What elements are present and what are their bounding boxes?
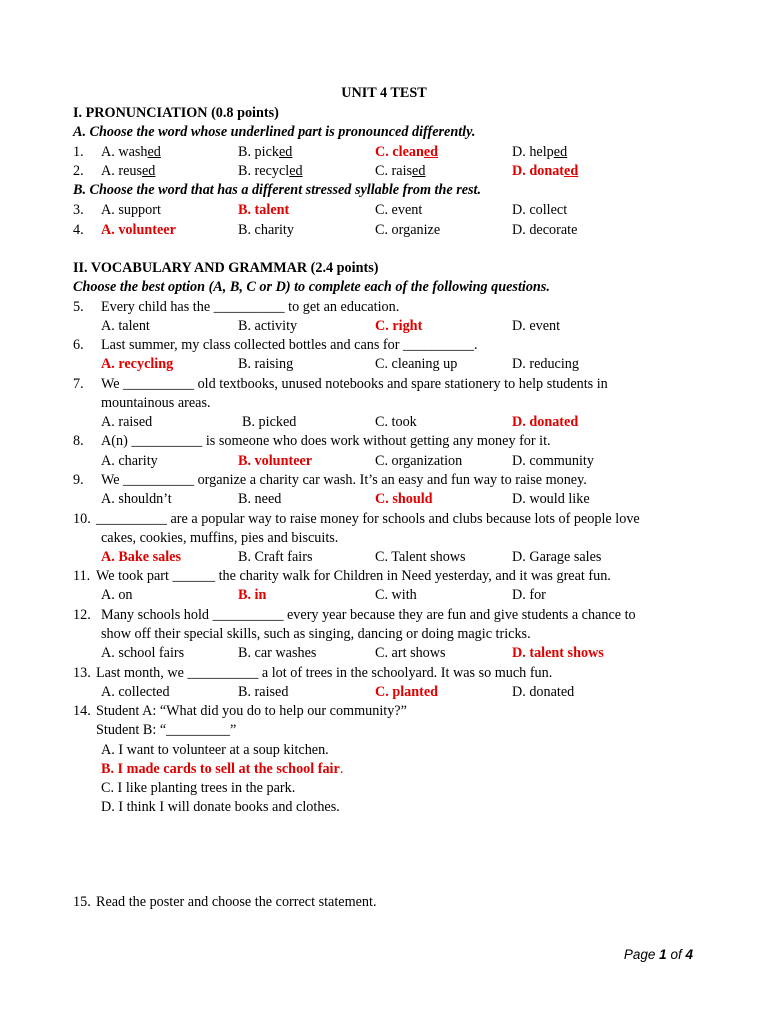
option-text: B. recycl xyxy=(238,163,290,179)
question-number: 12. xyxy=(73,607,91,623)
q3-option-a: A. support xyxy=(101,202,161,218)
q10-stem-continued: cakes, cookies, muffins, pies and biscuits. xyxy=(101,530,339,546)
q9-option-a: A. shouldn’t xyxy=(101,491,172,507)
q5-stem: Every child has the __________ to get an education. xyxy=(101,299,400,315)
q4-option-d: D. decorate xyxy=(512,222,578,238)
q8-option-b-answer: B. volunteer xyxy=(238,453,313,469)
question-number: 15. xyxy=(73,894,91,910)
q11-option-a: A. on xyxy=(101,587,133,603)
q5-option-b: B. activity xyxy=(238,318,298,334)
q3-option-d: D. collect xyxy=(512,202,568,218)
q7-option-d-answer: D. donated xyxy=(512,414,579,430)
q12-option-b: B. car washes xyxy=(238,645,317,661)
section-pronunciation-heading: I. PRONUNCIATION (0.8 points) xyxy=(73,105,279,121)
underlined-part: ed xyxy=(278,144,293,160)
q14-option-b-answer xyxy=(101,760,343,779)
q14-stem-continued: Student B: “_________” xyxy=(96,722,237,738)
q3-option-b-answer: B. talent xyxy=(238,202,290,218)
q8-option-c: C. organization xyxy=(375,453,463,469)
q5-option-a: A. talent xyxy=(101,318,150,334)
q13-option-a: A. collected xyxy=(101,684,170,700)
q1-option-d xyxy=(512,143,567,162)
q12-option-d-answer: D. talent shows xyxy=(512,645,604,661)
q13-option-c-answer: C. planted xyxy=(375,684,439,700)
q12-stem-continued: show off their special skills, such as singing, dancing or doing magic tricks. xyxy=(101,626,531,642)
q10-option-c: C. Talent shows xyxy=(375,549,466,565)
question-number: 13. xyxy=(73,665,91,681)
q10-option-d: D. Garage sales xyxy=(512,549,602,565)
question-number: 1. xyxy=(73,144,84,160)
q11-stem: We took part ______ the charity walk for Children in Need yesterday, and it was great fun. xyxy=(96,568,611,584)
page-footer xyxy=(624,947,693,962)
section-vocabulary-heading: II. VOCABULARY AND GRAMMAR (2.4 points) xyxy=(73,260,379,276)
q6-option-d: D. reducing xyxy=(512,356,579,372)
option-text: D. donat xyxy=(512,163,565,179)
underlined-part: ed xyxy=(412,163,426,179)
section-vocabulary-instruction: Choose the best option (A, B, C or D) to complete each of the following questions. xyxy=(73,279,550,295)
q7-option-b: B. picked xyxy=(242,414,297,430)
q4-option-a-answer: A. volunteer xyxy=(101,222,176,238)
underlined-part: ed xyxy=(564,163,579,179)
option-text: A. reus xyxy=(101,163,142,179)
answer-period: . xyxy=(339,761,344,777)
page-number: 1 xyxy=(659,947,667,962)
answer-text: B. I made cards to sell at the school fair xyxy=(101,761,340,777)
q7-option-a: A. raised xyxy=(101,414,153,430)
q7-option-c: C. took xyxy=(375,414,417,430)
q6-stem: Last summer, my class collected bottles and cans for __________. xyxy=(101,337,478,353)
question-number: 11. xyxy=(73,568,91,584)
question-number: 8. xyxy=(73,433,84,449)
part-a-instruction: A. Choose the word whose underlined part is pronounced differently. xyxy=(73,124,476,140)
q8-option-a: A. charity xyxy=(101,453,158,469)
q10-stem: __________ are a popular way to raise money for schools and clubs because lots of people love xyxy=(96,511,640,527)
question-number: 4. xyxy=(73,222,84,238)
q6-option-a-answer: A. recycling xyxy=(101,356,174,372)
q1-option-c-answer xyxy=(375,143,438,162)
q11-option-c: C. with xyxy=(375,587,417,603)
q14-option-a: A. I want to volunteer at a soup kitchen. xyxy=(101,742,329,758)
q4-option-b: B. charity xyxy=(238,222,294,238)
page-title: UNIT 4 TEST xyxy=(341,85,427,101)
q9-option-c-answer: C. should xyxy=(375,491,433,507)
q2-option-b xyxy=(238,162,303,181)
option-text: C. rais xyxy=(375,163,413,179)
option-text: D. help xyxy=(512,144,554,160)
q8-option-d: D. community xyxy=(512,453,594,469)
option-text: C. clean xyxy=(375,144,424,160)
question-number: 7. xyxy=(73,376,84,392)
of-word: of xyxy=(670,947,682,962)
q2-option-c xyxy=(375,162,425,181)
q5-option-c-answer: C. right xyxy=(375,318,423,334)
q8-stem: A(n) __________ is someone who does work without getting any money for it. xyxy=(101,433,551,449)
question-number: 14. xyxy=(73,703,91,719)
question-number: 9. xyxy=(73,472,84,488)
q6-option-c: C. cleaning up xyxy=(375,356,458,372)
q12-option-a: A. school fairs xyxy=(101,645,185,661)
page-word: Page xyxy=(623,947,656,962)
part-b-instruction: B. Choose the word that has a different stressed syllable from the rest. xyxy=(73,182,482,198)
option-text: A. wash xyxy=(101,144,148,160)
q12-stem: Many schools hold __________ every year because they are fun and give students a chance to xyxy=(101,607,636,623)
underlined-part: ed xyxy=(147,144,161,160)
question-number: 6. xyxy=(73,337,84,353)
q10-option-b: B. Craft fairs xyxy=(238,549,313,565)
q7-stem: We __________ old textbooks, unused notebooks and spare stationery to help students in xyxy=(101,376,608,392)
page-total: 4 xyxy=(685,947,693,962)
option-text: B. pick xyxy=(238,144,279,160)
q1-option-b xyxy=(238,143,292,162)
q11-option-d: D. for xyxy=(512,587,546,603)
q6-option-b: B. raising xyxy=(238,356,294,372)
q1-option-a xyxy=(101,143,161,162)
q15-stem: Read the poster and choose the correct statement. xyxy=(96,894,377,910)
q14-option-d: D. I think I will donate books and clothes. xyxy=(101,799,340,815)
q14-stem: Student A: “What did you do to help our community?” xyxy=(96,703,407,719)
question-number: 3. xyxy=(73,202,84,218)
q12-option-c: C. art shows xyxy=(375,645,446,661)
q2-option-a xyxy=(101,162,155,181)
q11-option-b-answer: B. in xyxy=(238,587,267,603)
q10-option-a-answer: A. Bake sales xyxy=(101,549,182,565)
q3-option-c: C. event xyxy=(375,202,423,218)
q4-option-c: C. organize xyxy=(375,222,441,238)
q14-option-c: C. I like planting trees in the park. xyxy=(101,780,296,796)
q7-stem-continued: mountainous areas. xyxy=(101,395,211,411)
q13-stem: Last month, we __________ a lot of trees in the schoolyard. It was so much fun. xyxy=(96,665,553,681)
underlined-part: ed xyxy=(289,163,303,179)
q9-option-b: B. need xyxy=(238,491,282,507)
question-number: 2. xyxy=(73,163,84,179)
underlined-part: ed xyxy=(423,144,439,160)
q2-option-d-answer xyxy=(512,162,578,181)
underlined-part: ed xyxy=(141,163,156,179)
question-number: 10. xyxy=(73,511,91,527)
q5-option-d: D. event xyxy=(512,318,561,334)
q13-option-d: D. donated xyxy=(512,684,575,700)
question-number: 5. xyxy=(73,299,84,315)
q9-stem: We __________ organize a charity car wash. It’s an easy and fun way to raise money. xyxy=(101,472,587,488)
underlined-part: ed xyxy=(553,144,568,160)
q9-option-d: D. would like xyxy=(512,491,590,507)
q13-option-b: B. raised xyxy=(238,684,289,700)
